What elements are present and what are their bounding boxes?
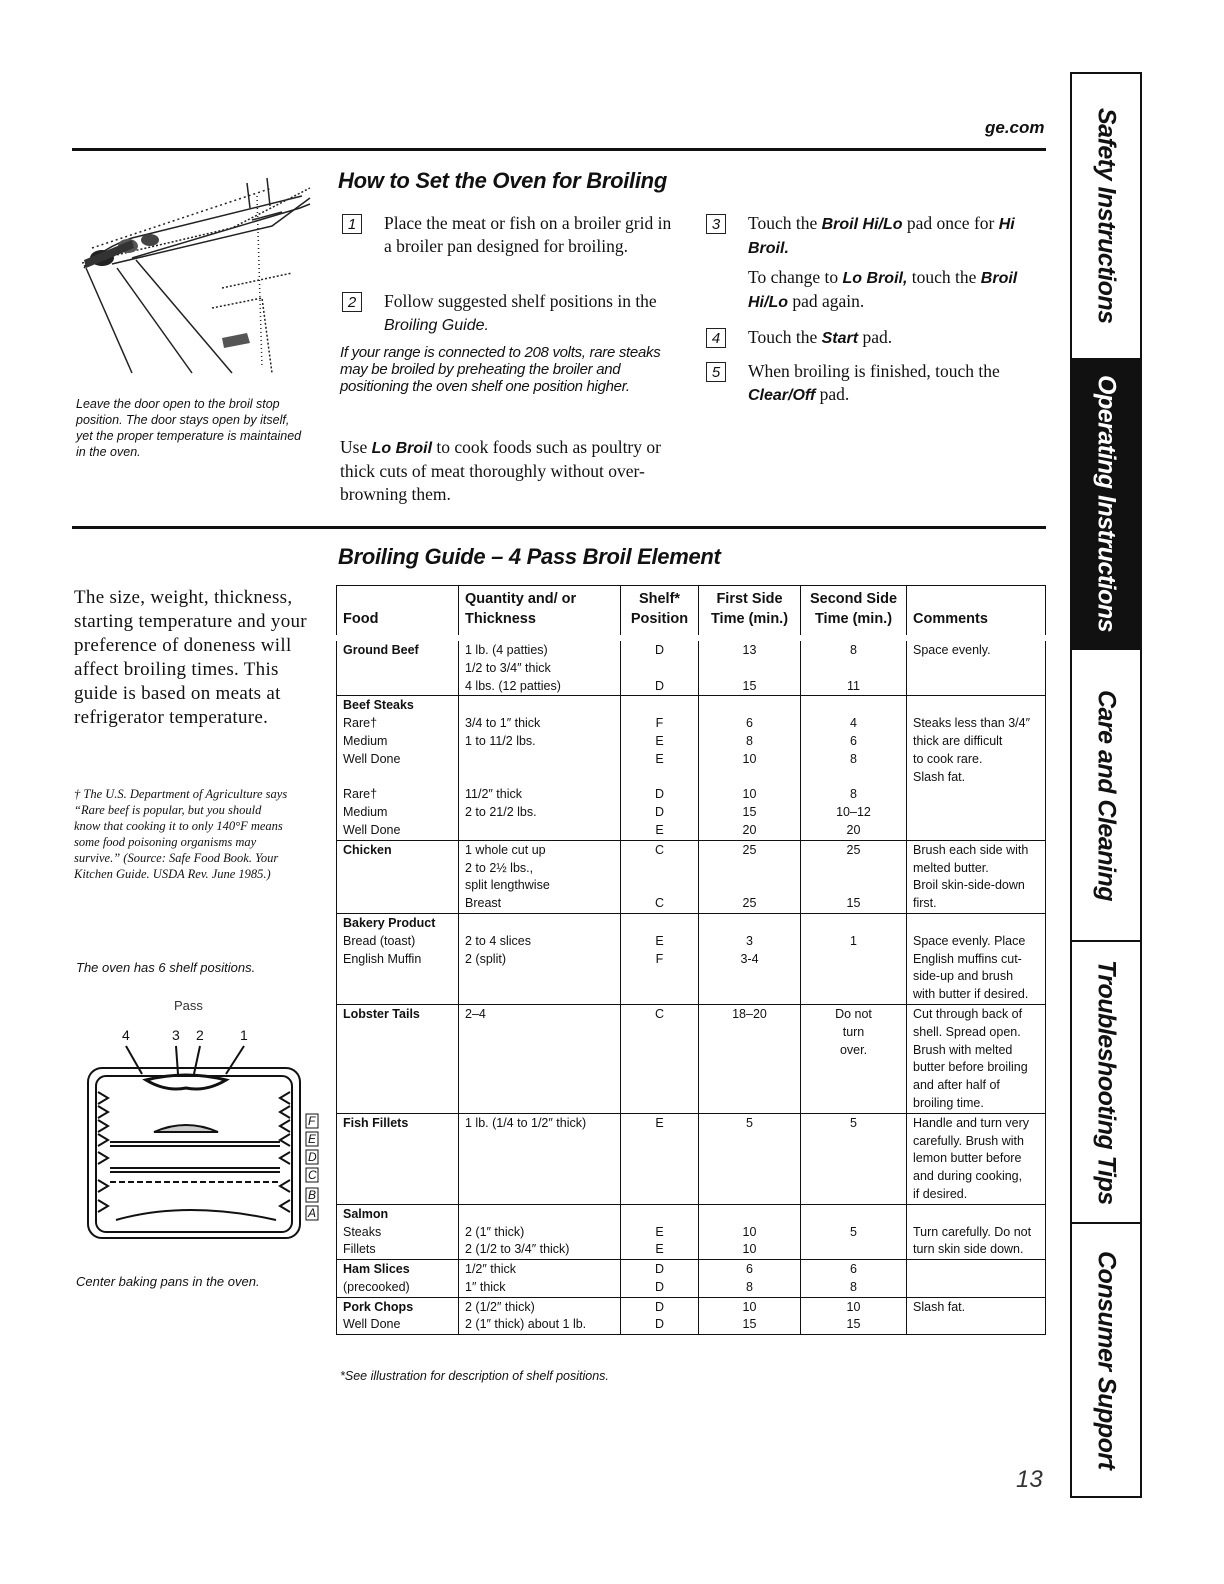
cell-line: Well Done [343, 822, 401, 837]
cell-line: C [654, 1006, 665, 1021]
cell-line: 1/2″ thick [465, 1262, 516, 1277]
table-row [337, 696, 1046, 840]
cell-line: 1 whole cut up [465, 842, 546, 857]
table-row [337, 913, 1046, 1004]
shelf-letter: B [308, 1188, 317, 1202]
cell-line: over. [839, 1042, 868, 1057]
cell-line: E [655, 733, 664, 748]
cell-first-side [699, 1204, 801, 1259]
cell-first-side [699, 1297, 801, 1335]
cell-line: turn [842, 1024, 865, 1039]
cell-line: D [654, 678, 665, 693]
cell-line: if desired. [913, 1186, 968, 1201]
cell-line [465, 751, 614, 769]
table-row [337, 638, 1046, 696]
cell-comments [907, 840, 1046, 913]
site-url: ge.com [985, 118, 1045, 137]
cell-line: 25 [742, 842, 757, 857]
cell-line: 11 [847, 678, 860, 693]
cell-line: D [654, 1299, 665, 1314]
cell-line [807, 951, 900, 969]
tab-troubleshooting-tips[interactable]: Troubleshooting Tips [1072, 942, 1140, 1224]
cell-line: Lobster Tails [343, 1006, 420, 1021]
step-text: When broiling is finished, touch the Clear/Off pad. [748, 361, 1000, 404]
cell-line [705, 697, 794, 715]
cell-line: 10 [742, 1299, 757, 1314]
cell-line: Ground Beef [343, 643, 419, 657]
cell-line: Pork Chops [343, 1299, 414, 1314]
step-3 [706, 213, 1015, 257]
cell-shelf [621, 913, 699, 1004]
cell-line: D [654, 1262, 665, 1277]
cell-line: lemon butter before [913, 1151, 1022, 1166]
cell-line: 10 [742, 1224, 757, 1239]
shelf-letter: F [308, 1114, 316, 1128]
cell-line: 2–4 [465, 1006, 486, 1021]
cell-line: 8 [850, 787, 857, 802]
cell-line: thick are difficult [913, 733, 1003, 748]
cell-line: 1 [850, 933, 857, 948]
cell-line [705, 915, 794, 933]
cell-line: 15 [846, 896, 861, 911]
cell-line: Rare† [343, 787, 378, 802]
cell-line: Space evenly. [913, 643, 991, 657]
cell-line [807, 1241, 900, 1259]
cell-line: 15 [742, 678, 757, 693]
cell-food [337, 840, 459, 913]
cell-line [465, 769, 614, 787]
cell-line [465, 915, 614, 933]
cell-line [627, 769, 692, 787]
step-2 [342, 291, 657, 334]
cell-first-side [699, 840, 801, 913]
step-text: Touch the Broil Hi/Lo pad once for Hi Broil. [748, 213, 1015, 257]
cell-line: turn skin side down. [913, 1242, 1024, 1257]
cell-line: 18–20 [732, 1006, 767, 1021]
cell-line [705, 660, 794, 678]
step-number-icon: 3 [706, 214, 726, 234]
cell-line [807, 1206, 900, 1224]
cell-second-side [801, 1260, 907, 1298]
oven-door-caption: Leave the door open to the broil stop position. The door stays open by itself, yet the proper temperature is maintained in the oven. [76, 397, 302, 459]
cell-line: broiling time. [913, 1095, 984, 1110]
cell-line: D [654, 805, 665, 820]
cell-line: 10 [742, 751, 757, 766]
cell-line: 10 [742, 787, 757, 802]
cell-line [705, 860, 794, 878]
cell-line: and during cooking, [913, 1169, 1023, 1184]
cell-line: English Muffin [343, 951, 422, 966]
cell-second-side [801, 1204, 907, 1259]
cell-food [337, 913, 459, 1004]
cell-line: Chicken [343, 842, 392, 857]
cell-line [343, 660, 452, 678]
section-tabs [1070, 72, 1142, 1498]
cell-line: 10 [742, 1242, 757, 1257]
cell-line [807, 877, 900, 895]
cell-line: Handle and turn very [913, 1115, 1030, 1130]
step-text: Touch the Start pad. [748, 327, 893, 347]
cell-quantity [459, 1297, 621, 1335]
step-number-icon: 4 [706, 328, 726, 348]
cell-line: (precooked) [343, 1279, 410, 1294]
shelf-letter: C [308, 1168, 317, 1182]
cell-second-side [801, 696, 907, 840]
col-header-comments: Comments [907, 586, 1046, 639]
cell-line [807, 860, 900, 878]
cell-line: 4 lbs. (12 patties) [465, 678, 561, 693]
cell-line: 20 [742, 822, 757, 837]
center-caption: Center baking pans in the oven. [76, 1274, 260, 1289]
cell-line: Turn carefully. Do not [913, 1224, 1032, 1239]
cell-line [807, 660, 900, 678]
cell-line: Steaks [343, 1224, 382, 1239]
cell-line: 5 [746, 1115, 753, 1130]
cell-line: 10 [846, 1299, 861, 1314]
cell-second-side [801, 1004, 907, 1113]
cell-line: 8 [746, 1279, 753, 1294]
cell-line: 2 (1/2 to 3/4″ thick) [465, 1242, 570, 1257]
cell-line [913, 915, 1039, 933]
how-to-title: How to Set the Oven for Broiling [338, 168, 667, 193]
cell-line: 8 [850, 751, 857, 766]
cell-line: D [654, 1317, 665, 1332]
cell-line: 3/4 to 1″ thick [465, 716, 541, 731]
cell-line: Well Done [343, 751, 401, 766]
cell-line [913, 697, 1039, 715]
cell-food [337, 638, 459, 696]
cell-line: Salmon [343, 1206, 389, 1221]
table-row [337, 1260, 1046, 1298]
cell-line: Breast [465, 896, 502, 911]
cell-second-side [801, 840, 907, 913]
cell-line: 2 (split) [465, 951, 506, 966]
cell-line: 3-4 [740, 951, 759, 966]
pass-number: 2 [196, 1027, 204, 1043]
cell-line: D [654, 787, 665, 802]
cell-food [337, 1204, 459, 1259]
shelf-letter: D [308, 1150, 317, 1164]
step-text: Follow suggested shelf positions in the Broiling Guide. [384, 291, 657, 334]
cell-line: 2 (1″ thick) about 1 lb. [465, 1317, 587, 1332]
cell-line: 5 [850, 1224, 857, 1239]
cell-line: 6 [746, 716, 753, 731]
cell-line: 2 to 21/2 lbs. [465, 805, 537, 820]
cell-first-side [699, 696, 801, 840]
cell-line [343, 678, 452, 696]
cell-first-side [699, 638, 801, 696]
cell-line [807, 915, 900, 933]
cell-line: 2 (1/2″ thick) [465, 1299, 535, 1314]
cell-line: Bakery Product [343, 915, 436, 930]
cell-line: 8 [850, 1279, 857, 1294]
cell-line [807, 769, 900, 787]
step-number-icon: 2 [342, 292, 362, 312]
cell-second-side [801, 638, 907, 696]
col-header-quantity: Quantity and/ or Thickness [459, 586, 621, 639]
cell-line: 8 [746, 733, 753, 748]
cell-line: Fillets [343, 1242, 376, 1257]
cell-line [705, 877, 794, 895]
cell-line: 8 [850, 643, 857, 657]
cell-line: 5 [850, 1115, 857, 1130]
tab-consumer-support[interactable]: Consumer Support [1092, 1250, 1121, 1470]
cell-line [705, 1206, 794, 1224]
cell-line: C [654, 842, 665, 857]
cell-line: Slash fat. [913, 769, 966, 784]
cell-line [627, 915, 692, 933]
cell-line: Steaks less than 3/4″ [913, 716, 1030, 731]
cell-line: F [655, 716, 664, 731]
table-row [337, 1004, 1046, 1113]
shelf-caption: The oven has 6 shelf positions. [76, 960, 256, 975]
cell-line: 15 [742, 1317, 757, 1332]
cell-line: 1″ thick [465, 1279, 506, 1294]
cell-quantity [459, 1204, 621, 1259]
cell-line: Fish Fillets [343, 1115, 409, 1130]
cell-quantity [459, 1260, 621, 1298]
cell-line: E [655, 822, 664, 837]
cell-line: Broil skin-side-down [913, 878, 1025, 893]
cell-first-side [699, 1260, 801, 1298]
cell-quantity [459, 638, 621, 696]
cell-line [465, 1206, 614, 1224]
cell-shelf [621, 1297, 699, 1335]
cell-shelf [621, 1204, 699, 1259]
cell-line: 25 [742, 896, 757, 911]
cell-comments [907, 696, 1046, 840]
cell-line [705, 769, 794, 787]
table-row [337, 1113, 1046, 1204]
tab-safety-instructions[interactable]: Safety Instructions [1072, 74, 1140, 360]
step-1 [342, 213, 672, 256]
cell-line: Medium [343, 733, 388, 748]
cell-line: Well Done [343, 1317, 401, 1332]
cell-first-side [699, 1004, 801, 1113]
cell-line: 2 to 4 slices [465, 933, 532, 948]
table-footnote: *See illustration for description of shelf positions. [340, 1369, 609, 1383]
cell-comments [907, 638, 1046, 696]
table-row [337, 840, 1046, 913]
broiling-guide-table [336, 585, 1046, 1335]
cell-comments [907, 1260, 1046, 1298]
cell-line [465, 822, 614, 840]
cell-line: first. [913, 896, 937, 911]
cell-line: Ham Slices [343, 1262, 410, 1277]
cell-first-side [699, 1113, 801, 1204]
oven-door-illustration [72, 168, 312, 390]
usda-note: † The U.S. Department of Agriculture says “Rare beef is popular, but you should know that cooking it to only 140°F means some food poisoning organisms may survive.” (Source: Safe Food Book. Your Kitchen Guide. USDA Rev. June 1985.) [74, 787, 288, 881]
cell-line: Do not [835, 1006, 872, 1021]
cell-line: 1 to 11/2 lbs. [465, 733, 536, 748]
cell-comments [907, 1297, 1046, 1335]
guide-title: Broiling Guide – 4 Pass Broil Element [338, 544, 721, 569]
cell-line: 1 lb. (4 patties) [465, 643, 548, 657]
cell-line: Bread (toast) [343, 933, 416, 948]
col-header-second-side: Second Side Time (min.) [801, 586, 907, 639]
cell-line: Medium [343, 805, 388, 820]
cell-line [913, 1261, 1039, 1279]
cell-line: 13 [742, 643, 757, 657]
cell-line: C [654, 896, 665, 911]
cell-line [913, 1206, 1039, 1224]
cell-line: Rare† [343, 716, 378, 731]
cell-line: Beef Steaks [343, 698, 414, 713]
cell-second-side [801, 1297, 907, 1335]
cell-line: carefully. Brush with [913, 1133, 1024, 1148]
cell-line: split lengthwise [465, 878, 550, 893]
cell-quantity [459, 840, 621, 913]
cell-second-side [801, 913, 907, 1004]
cell-quantity [459, 696, 621, 840]
cell-line: D [654, 643, 665, 657]
cell-quantity [459, 913, 621, 1004]
cell-line: 1/2 to 3/4″ thick [465, 660, 551, 675]
cell-line: 3 [746, 933, 753, 948]
cell-line: 6 [850, 1262, 857, 1277]
cell-food [337, 1004, 459, 1113]
top-rule [72, 148, 1046, 151]
lo-broil-text: Use Lo Broil to cook foods such as poultry or thick cuts of meat thoroughly without over-browning them. [340, 437, 661, 504]
change-broil-text: To change to Lo Broil, touch the Broil Hi/Lo pad again. [748, 267, 1018, 311]
table-header-row [337, 586, 1046, 639]
cell-line: English muffins cut- [913, 951, 1022, 966]
cell-line: 11/2″ thick [465, 787, 523, 802]
cell-line: butter before broiling [913, 1060, 1028, 1075]
cell-line: 6 [850, 733, 857, 748]
cell-line: 25 [846, 842, 861, 857]
shelf-letter: E [308, 1132, 317, 1146]
cell-line: side-up and brush [913, 969, 1014, 984]
cell-line: E [655, 751, 664, 766]
pass-label: Pass [174, 998, 203, 1013]
step-number-icon: 5 [706, 362, 726, 382]
cell-line: Slash fat. [913, 1299, 966, 1314]
cell-line: D [654, 1279, 665, 1294]
cell-line: 4 [850, 716, 857, 731]
shelf-letter: A [308, 1206, 317, 1220]
cell-line [627, 877, 692, 895]
cell-line: with butter if desired. [913, 987, 1029, 1002]
middle-rule [72, 526, 1046, 529]
voltage-note: If your range is connected to 208 volts, rare steaks may be broiled by preheating the broiler and positioning the oven shelf one position higher. [340, 344, 661, 395]
cell-line: 10–12 [836, 805, 871, 820]
table-row [337, 1297, 1046, 1335]
cell-comments [907, 1113, 1046, 1204]
tab-care-and-cleaning[interactable]: Care and Cleaning [1072, 650, 1140, 942]
cell-line: melted butter. [913, 860, 989, 875]
table-row [337, 1204, 1046, 1259]
cell-line: Brush each side with [913, 842, 1029, 857]
cell-line: E [655, 1115, 664, 1130]
cell-line: 15 [846, 1317, 861, 1332]
pass-number: 3 [172, 1027, 180, 1043]
cell-line: Brush with melted [913, 1042, 1013, 1057]
cell-comments [907, 1204, 1046, 1259]
cell-line: E [655, 933, 664, 948]
cell-shelf [621, 696, 699, 840]
step-number-icon: 1 [342, 214, 362, 234]
cell-line: 15 [742, 805, 757, 820]
cell-food [337, 696, 459, 840]
cell-line: to cook rare. [913, 751, 983, 766]
cell-line: Cut through back of [913, 1006, 1023, 1021]
tab-operating-instructions[interactable]: Operating Instructions [1072, 360, 1140, 650]
cell-line [343, 769, 452, 787]
cell-line [627, 697, 692, 715]
step-5 [706, 361, 1000, 404]
cell-shelf [621, 638, 699, 696]
cell-line [465, 697, 614, 715]
cell-line: shell. Spread open. [913, 1024, 1021, 1039]
col-header-first-side: First Side Time (min.) [699, 586, 801, 639]
cell-line: 1 lb. (1/4 to 1/2″ thick) [465, 1115, 587, 1130]
cell-shelf [621, 840, 699, 913]
cell-second-side [801, 1113, 907, 1204]
cell-line: 6 [746, 1262, 753, 1277]
cell-line [627, 660, 692, 678]
cell-line: E [655, 1242, 664, 1257]
cell-shelf [621, 1113, 699, 1204]
cell-line: 20 [846, 822, 861, 837]
col-header-food: Food [337, 586, 459, 639]
oven-shelf-illustration [76, 1022, 334, 1248]
cell-shelf [621, 1260, 699, 1298]
cell-food [337, 1260, 459, 1298]
cell-comments [907, 1004, 1046, 1113]
cell-line [627, 1206, 692, 1224]
cell-quantity [459, 1004, 621, 1113]
cell-line: Space evenly. Place [913, 933, 1026, 948]
cell-line: F [655, 951, 664, 966]
cell-food [337, 1297, 459, 1335]
cell-quantity [459, 1113, 621, 1204]
cell-line: 2 to 2½ lbs., [465, 860, 534, 875]
cell-line [627, 860, 692, 878]
cell-food [337, 1113, 459, 1204]
cell-line: E [655, 1224, 664, 1239]
page-number: 13 [1016, 1466, 1043, 1493]
cell-comments [907, 913, 1046, 1004]
col-header-shelf: Shelf* Position [621, 586, 699, 639]
cell-first-side [699, 913, 801, 1004]
cell-line [807, 697, 900, 715]
guide-intro: The size, weight, thickness, starting temperature and your preference of doneness will affect broiling times. This guide is based on meats at refrigerator temperature. [74, 587, 307, 728]
step-text: Place the meat or fish on a broiler grid in a broiler pan designed for broiling. [384, 213, 672, 256]
pass-number: 1 [240, 1027, 248, 1043]
cell-shelf [621, 1004, 699, 1113]
cell-line: and after half of [913, 1078, 1000, 1093]
cell-line: 2 (1″ thick) [465, 1224, 525, 1239]
step-4 [706, 327, 893, 348]
pass-number: 4 [122, 1027, 130, 1043]
